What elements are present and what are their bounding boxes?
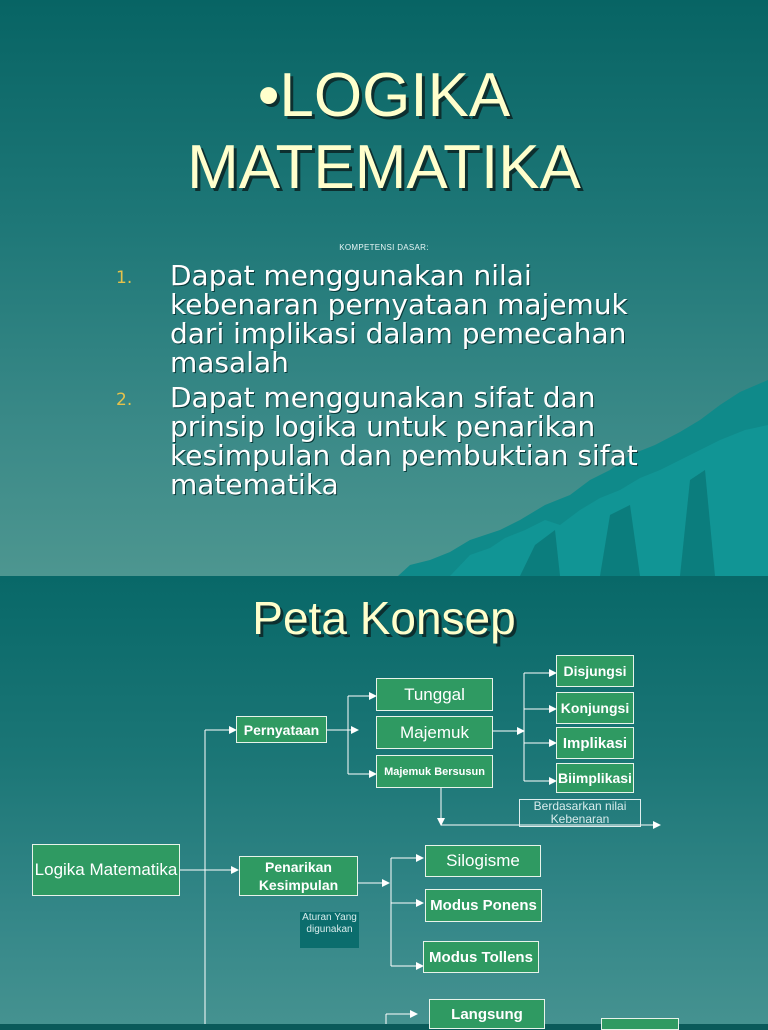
node-silogisme: Silogisme: [425, 845, 541, 877]
node-majemuk: Majemuk: [376, 716, 493, 749]
node-langsung: Langsung: [429, 999, 545, 1029]
title-line-1: LOGIKA: [279, 61, 511, 130]
label-berdasarkan-nilai-kebenaran: Berdasarkan nilai Kebenaran: [519, 799, 641, 827]
item-number: 2.: [116, 390, 133, 410]
node-majemuk-bersusun: Majemuk Bersusun: [376, 755, 493, 788]
item-number: 1.: [116, 268, 133, 288]
item-text: Dapat menggunakan nilai kebenaran pernyataan majemuk dari implikasi dalam pemecahan masalah: [170, 259, 628, 379]
concept-map-title: Peta Konsep: [252, 592, 516, 644]
node-disjungsi: Disjungsi: [556, 655, 634, 687]
label-aturan-yang-digunakan: Aturan Yang digunakan: [300, 912, 359, 948]
node-implikasi: Implikasi: [556, 727, 634, 759]
node-logika-matematika: Logika Matematika: [32, 844, 180, 896]
item-text: Dapat menggunakan sifat dan prinsip logika untuk penarikan kesimpulan dan pembuktian sifat matematika: [170, 381, 638, 501]
node-modus-ponens: Modus Ponens: [425, 889, 542, 922]
node-partial: [601, 1018, 679, 1030]
node-penarikan-kesimpulan: Penarikan Kesimpulan: [239, 856, 358, 896]
node-pernyataan: Pernyataan: [236, 716, 327, 743]
node-konjungsi: Konjungsi: [556, 692, 634, 724]
node-biimplikasi: Biimplikasi: [556, 763, 634, 793]
node-tunggal: Tunggal: [376, 678, 493, 711]
title-bullet: •: [257, 61, 280, 130]
node-modus-tollens: Modus Tollens: [423, 941, 539, 973]
title-line-2: MATEMATIKA: [187, 133, 581, 202]
kompetensi-label: KOMPETENSI DASAR:: [339, 243, 429, 252]
